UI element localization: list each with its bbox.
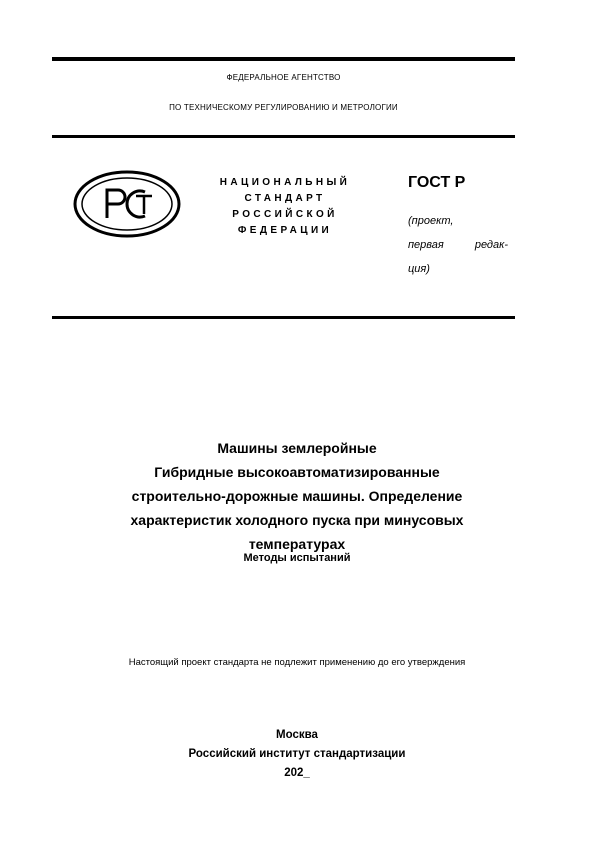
draft-line: (проект, bbox=[408, 215, 454, 227]
top-rule bbox=[52, 57, 515, 61]
middle-rule bbox=[52, 135, 515, 138]
city: Москва bbox=[276, 729, 318, 741]
publication-info bbox=[52, 726, 542, 783]
title-line: температурах bbox=[248, 536, 346, 552]
title-line: Гибридные высокоавтоматизированные bbox=[154, 464, 440, 480]
title-line: характеристик холодного пуска при минусовых bbox=[130, 512, 464, 528]
rst-emblem-icon bbox=[73, 170, 181, 238]
national-standard-line: РОССИЙСКОЙ bbox=[232, 209, 338, 220]
national-standard-line: НАЦИОНАЛЬНЫЙ bbox=[219, 177, 351, 188]
bottom-rule bbox=[52, 316, 515, 319]
standard-code: ГОСТ Р bbox=[408, 174, 466, 191]
publisher: Российский институт стандартизации bbox=[188, 748, 406, 760]
draft-note bbox=[408, 209, 508, 281]
title-line: строительно-дорожные машины. Определение bbox=[131, 488, 463, 504]
national-standard-line: ФЕДЕРАЦИИ bbox=[237, 225, 333, 236]
draft-notice: Настоящий проект стандарта не подлежит применению до его утверждения bbox=[128, 657, 466, 668]
document-subtitle: Методы испытаний bbox=[243, 552, 351, 564]
agency-name: ФЕДЕРАЛЬНОЕ АГЕНТСТВО bbox=[226, 73, 341, 82]
draft-line: ция) bbox=[408, 263, 430, 275]
year: 202_ bbox=[284, 767, 310, 779]
national-standard-block bbox=[198, 175, 372, 239]
agency-subtitle: ПО ТЕХНИЧЕСКОМУ РЕГУЛИРОВАНИЮ И МЕТРОЛОГИИ bbox=[169, 103, 398, 112]
document-title bbox=[52, 436, 542, 556]
title-line: Машины землеройные bbox=[217, 440, 377, 456]
draft-line: первая редак- bbox=[408, 239, 508, 251]
national-standard-line: СТАНДАРТ bbox=[244, 193, 326, 204]
